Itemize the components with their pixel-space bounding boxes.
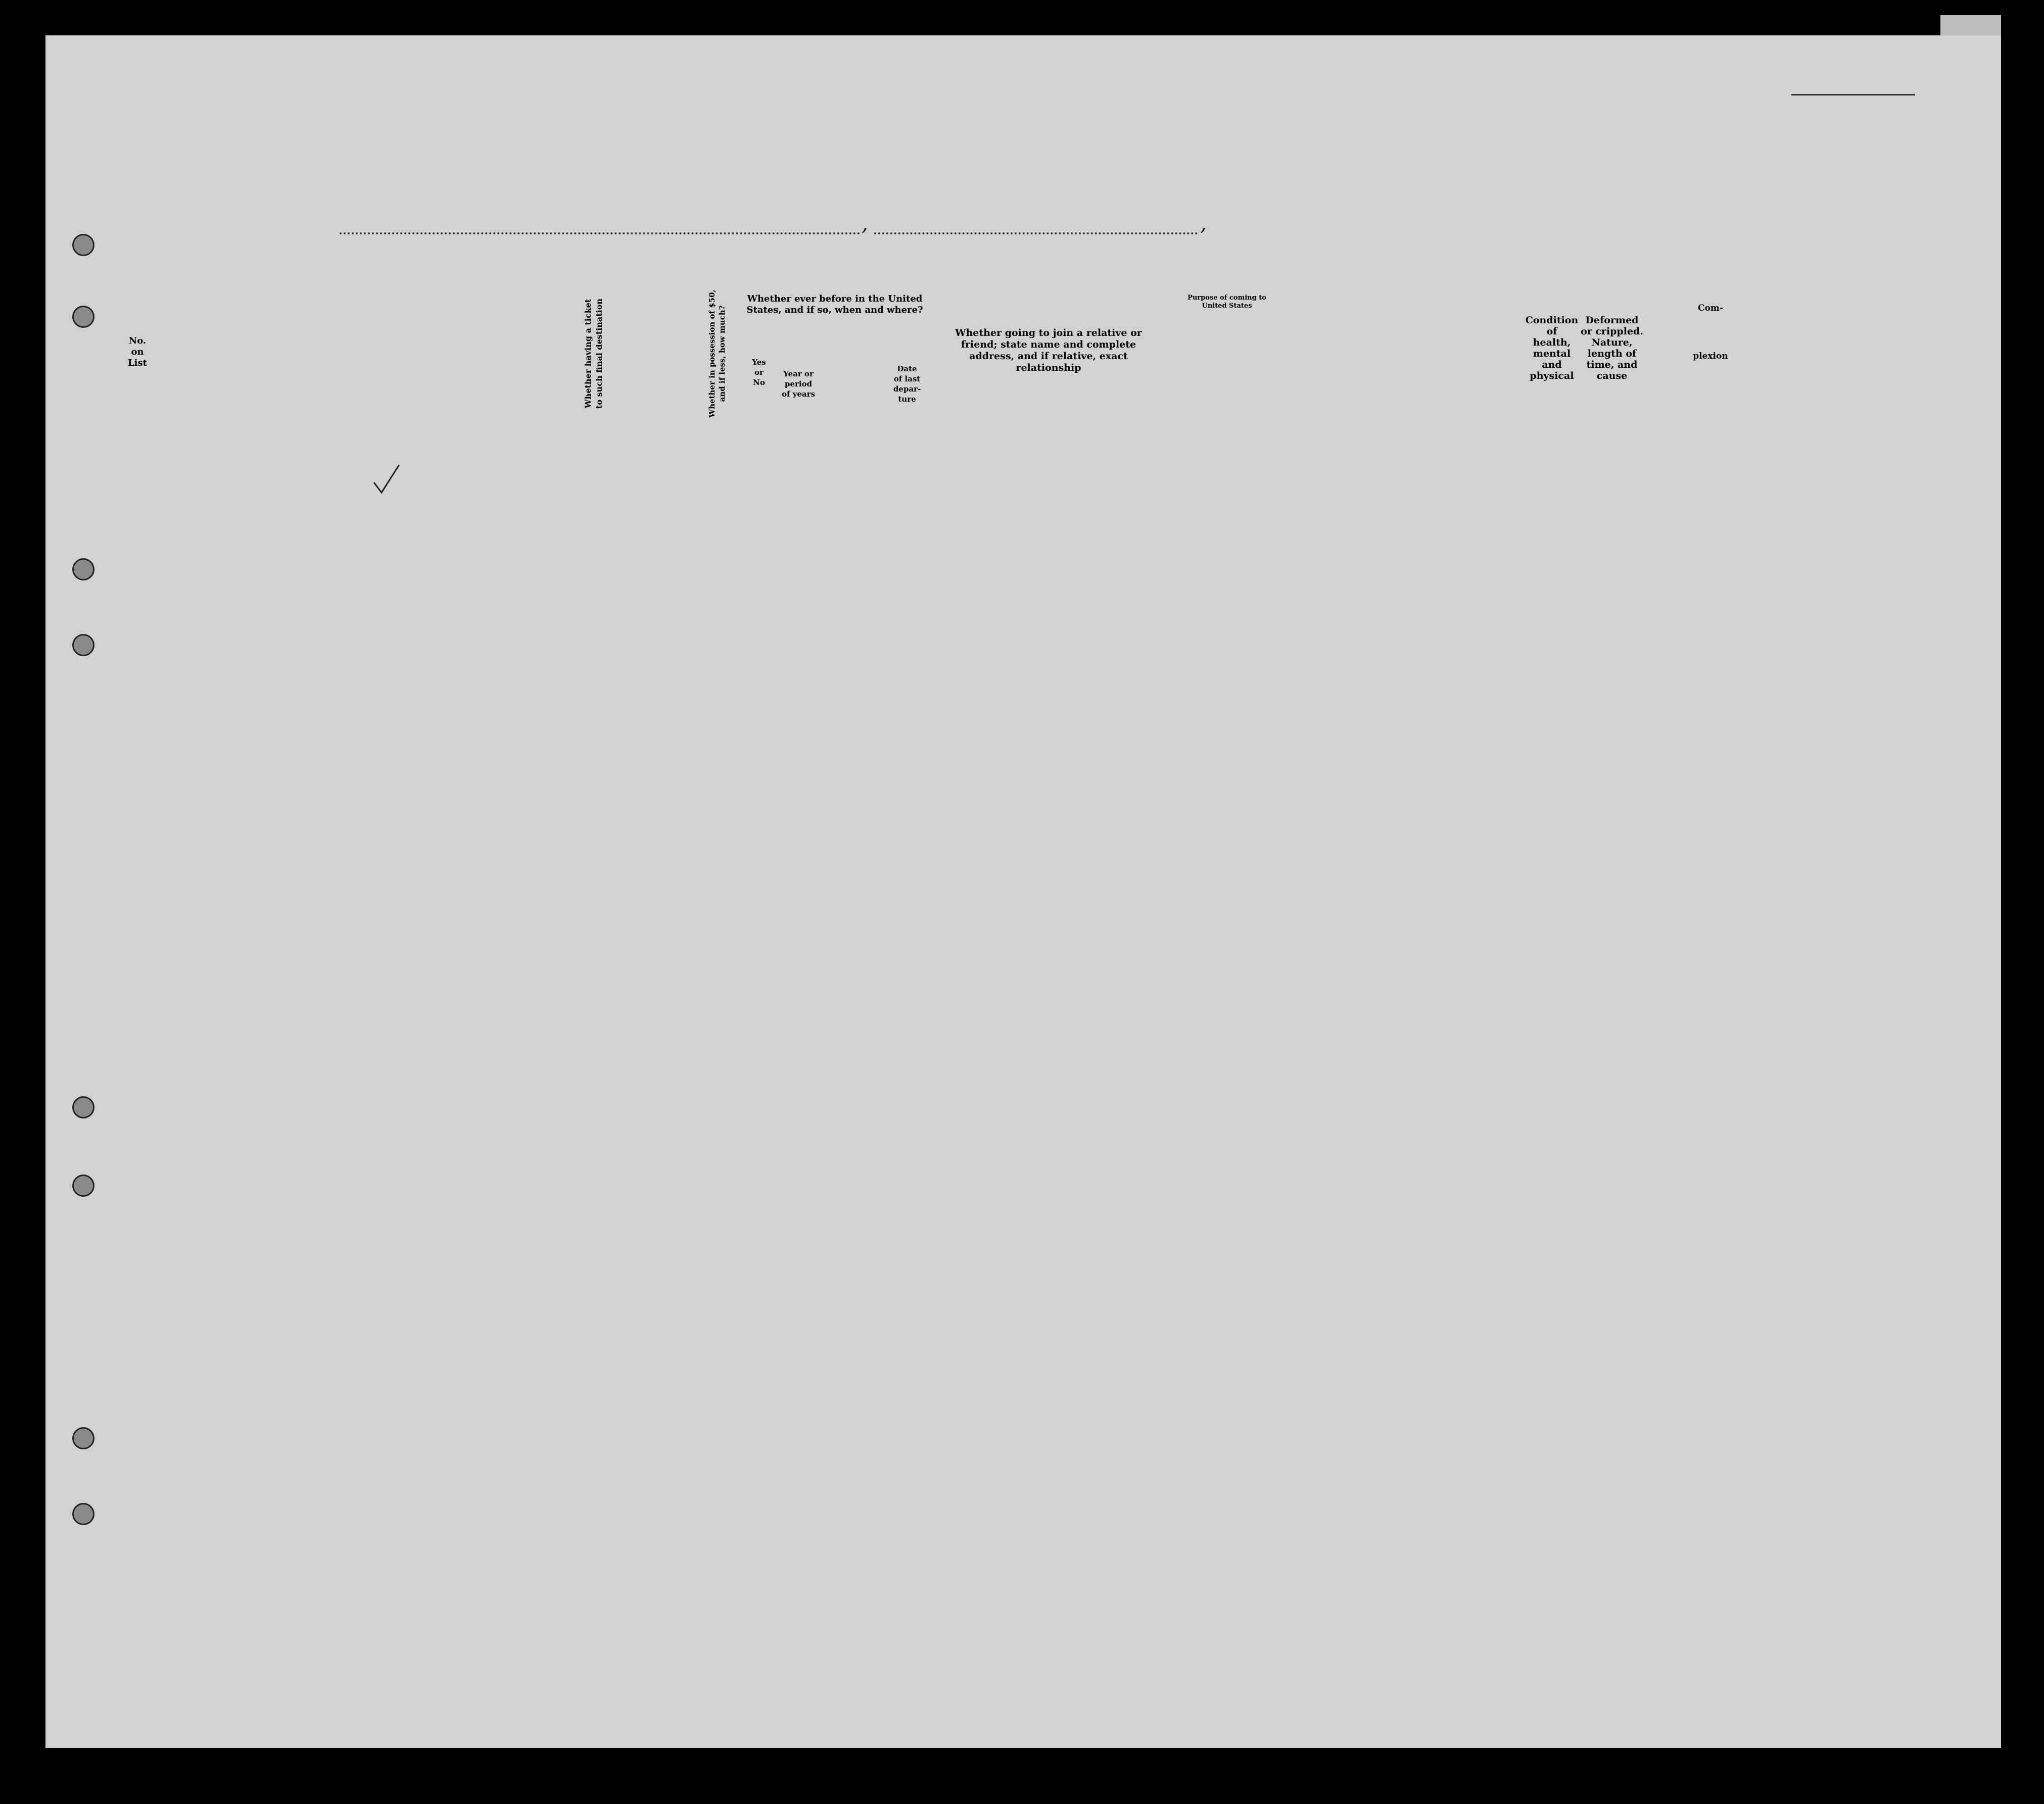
header-year: Year or period of years bbox=[781, 369, 816, 399]
header-health: Condition of health, mental and physical bbox=[1525, 315, 1579, 381]
header-ticket: Whether having a ticket to such final destination bbox=[583, 298, 604, 409]
header-no: No. on List bbox=[128, 335, 147, 368]
header-date-departure: Date of last depar-ture bbox=[893, 364, 921, 404]
header-deformed: Deformed or crippled. Nature, length of time, and cause bbox=[1581, 315, 1643, 381]
header-yes-no: Yes or No bbox=[752, 358, 766, 387]
header-complexion: Com-plexion bbox=[1693, 303, 1728, 361]
header-ever-before: Whether ever before in the United States, and if so, when and where? bbox=[746, 294, 923, 315]
header-money: Whether in possession of $50, and if less, how much? bbox=[707, 289, 727, 418]
comma: , bbox=[862, 212, 868, 235]
check-mark bbox=[374, 465, 399, 493]
comma: , bbox=[1200, 212, 1207, 235]
header-purpose: Purpose of coming to United States bbox=[1187, 294, 1266, 310]
header-join-relative: Whether going to join a relative or friend; state name and complete address, and if relative, exact relationship bbox=[955, 327, 1142, 373]
